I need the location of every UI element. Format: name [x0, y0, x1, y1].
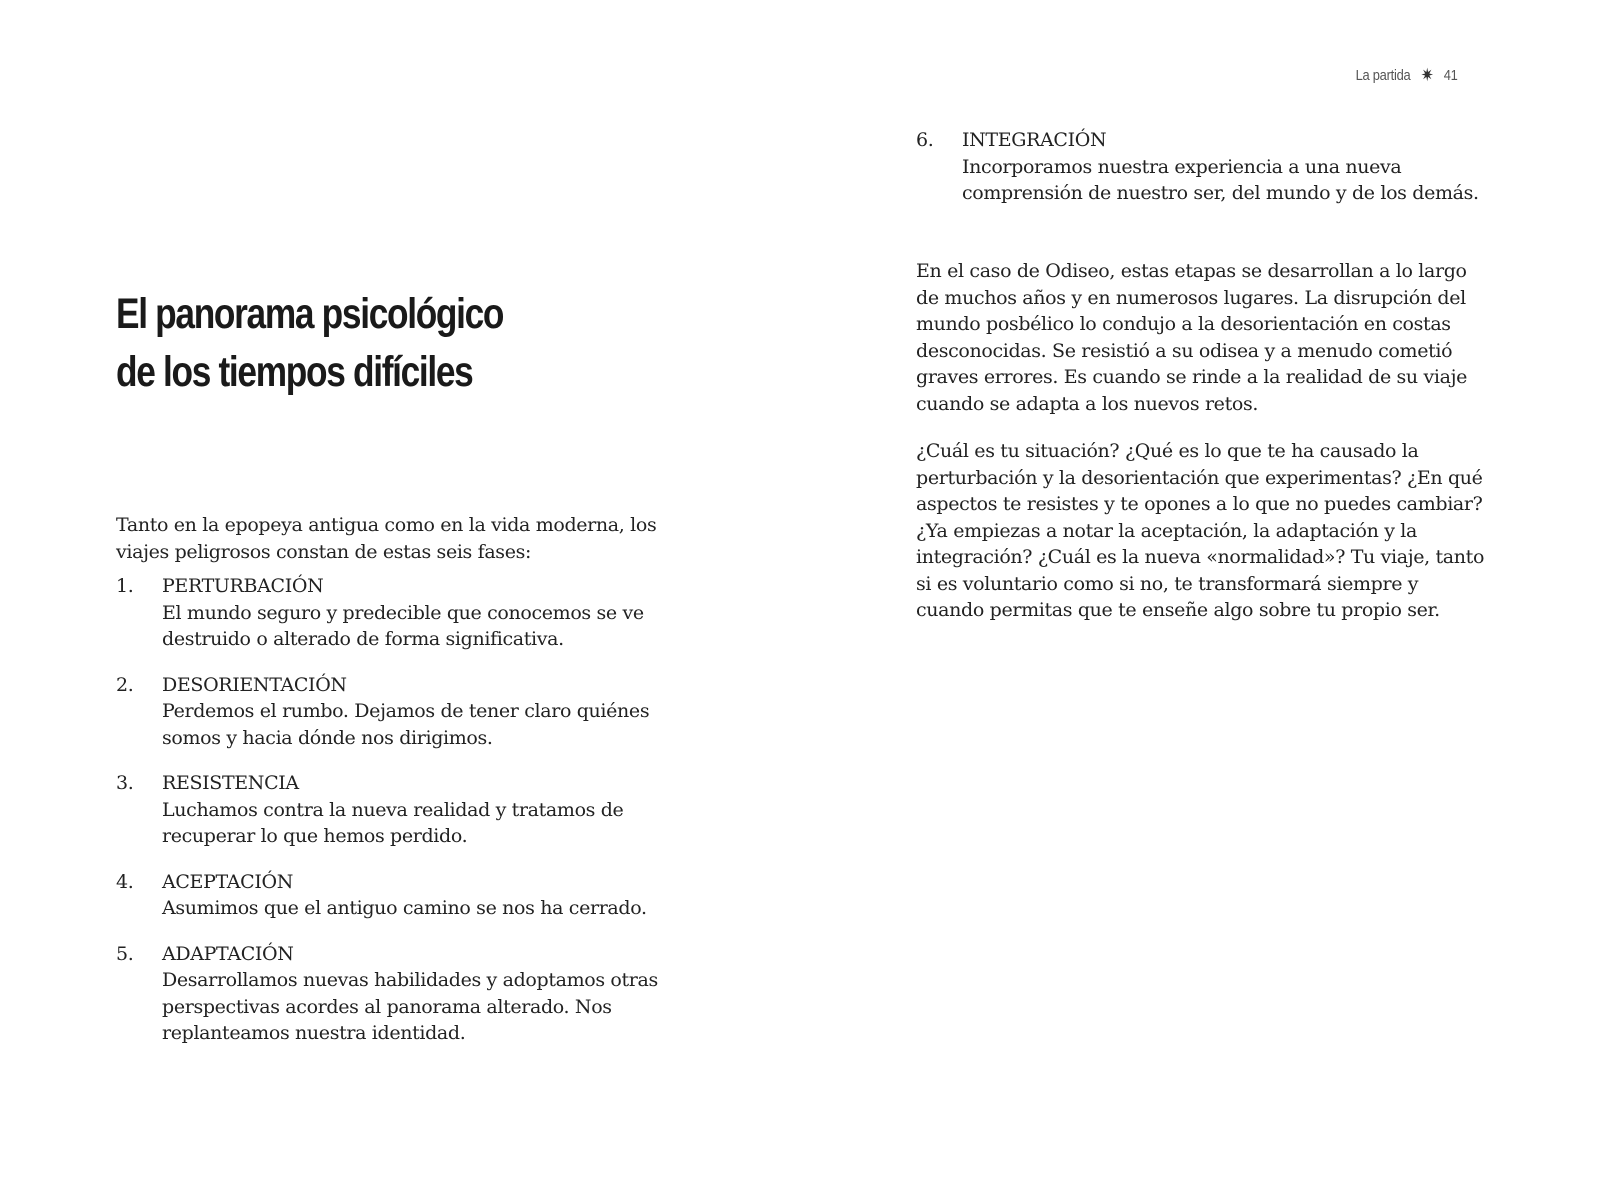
phase-number: 6.: [916, 129, 934, 151]
list-item: [116, 573, 676, 653]
phase-description: Perdemos el rumbo. Dejamos de tener claro quiénes somos y hacia dónde nos dirigimos.: [162, 700, 650, 749]
list-item: [116, 869, 676, 922]
phase-number: 1.: [116, 575, 134, 597]
list-item: [116, 941, 676, 1047]
phase-description: El mundo seguro y predecible que conocemos se ve destruido o alterado de forma significativa.: [162, 601, 644, 650]
phase-name: PERTURBACIÓN: [162, 575, 324, 597]
list-item: [116, 770, 676, 850]
phase-number: 2.: [116, 673, 134, 696]
phase-name: INTEGRACIÓN: [962, 129, 1107, 151]
phase-name: ADAPTACIÓN: [162, 942, 294, 965]
phase-number: 4.: [116, 870, 134, 893]
chapter-title-line-1: El panorama psicológico: [116, 290, 504, 338]
phase-list-right: [916, 127, 1491, 226]
body-paragraph-questions: ¿Cuál es tu situación? ¿Qué es lo que te ha causado la perturbación y la desorientación que experimentas? ¿En qué aspectos te resistes y te opones a lo que no puedes cambiar? ¿Ya empiezas a notar la aceptación, la adaptación y la integración? ¿Cuál es la nueva «normalidad»? Tu viaje, tanto si es voluntario como si no, te transformará siempre y cuando permitas que te enseñe algo sobre tu propio ser.: [916, 440, 1485, 621]
section-title: La partida: [1355, 66, 1411, 84]
list-item: [916, 127, 1491, 207]
phase-description: Asumimos que el antiguo camino se nos ha cerrado.: [162, 897, 647, 919]
page-number: 41: [1444, 66, 1458, 84]
phase-description: Desarrollamos nuevas habilidades y adoptamos otras perspectivas acordes al panorama alterado. Nos replanteamos nuestra identidad.: [162, 969, 658, 1044]
phase-number: 3.: [116, 772, 134, 794]
list-item: [116, 672, 676, 752]
phase-name: ACEPTACIÓN: [162, 870, 294, 893]
phase-description: Incorporamos nuestra experiencia a una nueva comprensión de nuestro ser, del mundo y de los demás.: [962, 155, 1479, 204]
phase-name: DESORIENTACIÓN: [162, 673, 347, 696]
body-paragraph-odiseo: En el caso de Odiseo, estas etapas se desarrollan a lo largo de muchos años y en numerosos lugares. La disrupción del mundo posbélico lo condujo a la desorientación en costas desconocidas. Se resistió a su odisea y a menudo cometió graves errores. Es cuando se rinde a la realidad de su viaje cuando se adapta a los nuevos retos.: [916, 260, 1468, 415]
star-ornament-icon: ✷: [1421, 65, 1434, 85]
chapter-title-line-2: de los tiempos difíciles: [116, 348, 473, 396]
phase-list-left: [116, 573, 676, 1066]
intro-paragraph: Tanto en la epopeya antigua como en la vida moderna, los viajes peligrosos constan de estas seis fases:: [116, 514, 657, 563]
running-header: [1356, 66, 1458, 84]
phase-name: RESISTENCIA: [162, 772, 299, 794]
chapter-title: [116, 285, 575, 401]
phase-number: 5.: [116, 942, 134, 965]
phase-description: Luchamos contra la nueva realidad y tratamos de recuperar lo que hemos perdido.: [162, 798, 624, 847]
